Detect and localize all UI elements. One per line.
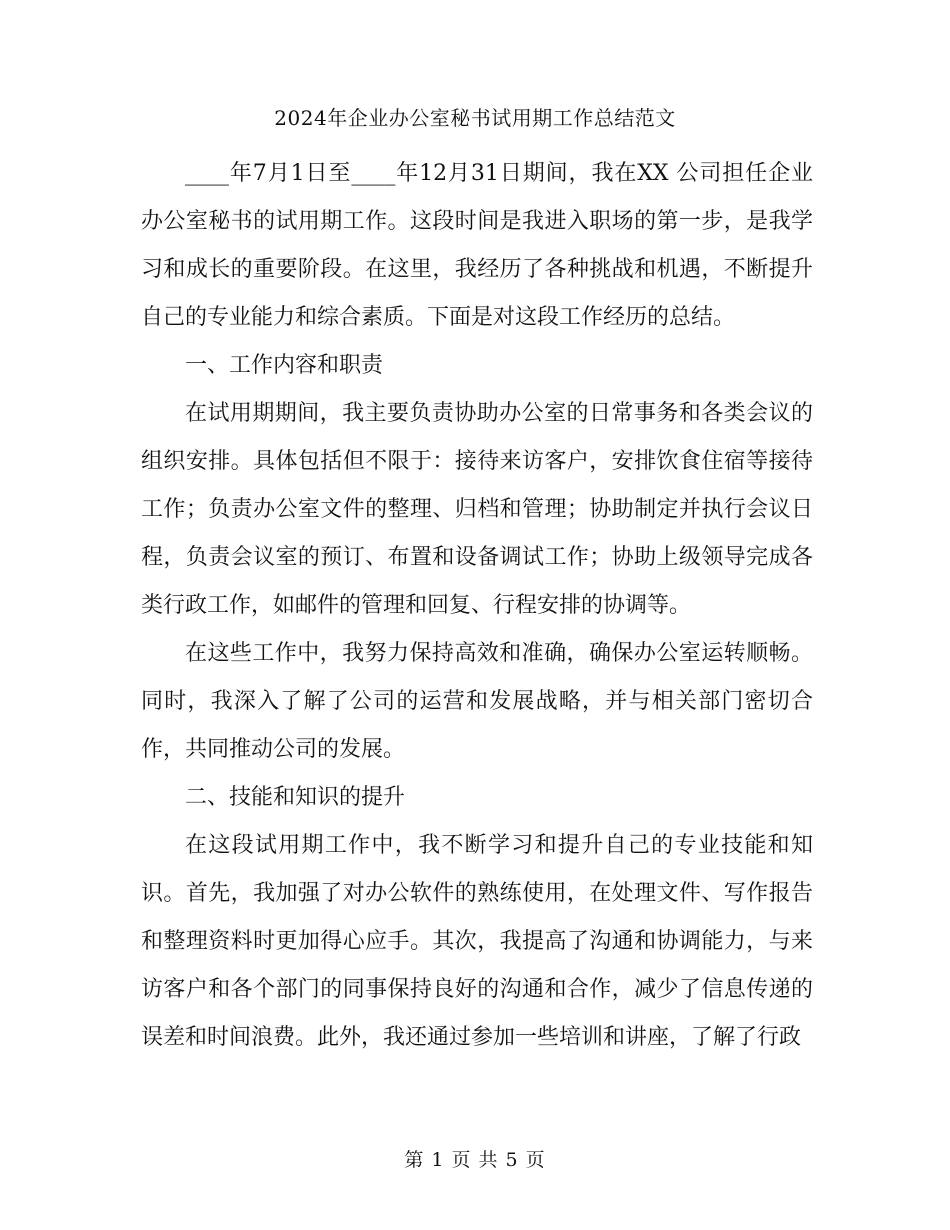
paragraph-intro: ____年7月1日至____年12月31日期间，我在XX 公司担任企业办公室秘书的试用期工作。这段时间是我进入职场的第一步，是我学习和成长的重要阶段。在这里，我经历了各种挑战和机遇，不断提升自己的专业能力和综合素质。下面是对这段工作经历的总结。 — [141, 161, 813, 330]
document-title: 2024年企业办公室秘书试用期工作总结范文 — [274, 106, 676, 130]
section-heading-2: 二、技能和知识的提升 — [185, 785, 406, 810]
paragraph-duties: 在试用期期间，我主要负责协助办公室的日常事务和各类会议的组织安排。具体包括但不限于：接待来访客户，安排饮食住宿等接待工作；负责办公室文件的整理、归档和管理；协助制定并执行会议日程，负责会议室的预订、布置和设备调试工作；协助上级领导完成各类行政工作，如邮件的管理和回复、行程安排的协调等。 — [141, 401, 813, 618]
section-heading-1: 一、工作内容和职责 — [185, 353, 384, 378]
page-number-footer: 第 1 页 共 5 页 — [404, 1149, 546, 1171]
document-body — [141, 150, 813, 1062]
paragraph-skills: 在这段试用期工作中，我不断学习和提升自己的专业技能和知识。首先，我加强了对办公软件的熟练使用，在处理文件、写作报告和整理资料时更加得心应手。其次，我提高了沟通和协调能力，与来访客户和各个部门的同事保持良好的沟通和合作，减少了信息传递的误差和时间浪费。此外，我还通过参加一些培训和讲座，了解了行政 — [141, 833, 813, 1050]
paragraph-efficiency: 在这些工作中，我努力保持高效和准确，确保办公室运转顺畅。同时，我深入了解了公司的运营和发展战略，并与相关部门密切合作，共同推动公司的发展。 — [141, 641, 813, 762]
